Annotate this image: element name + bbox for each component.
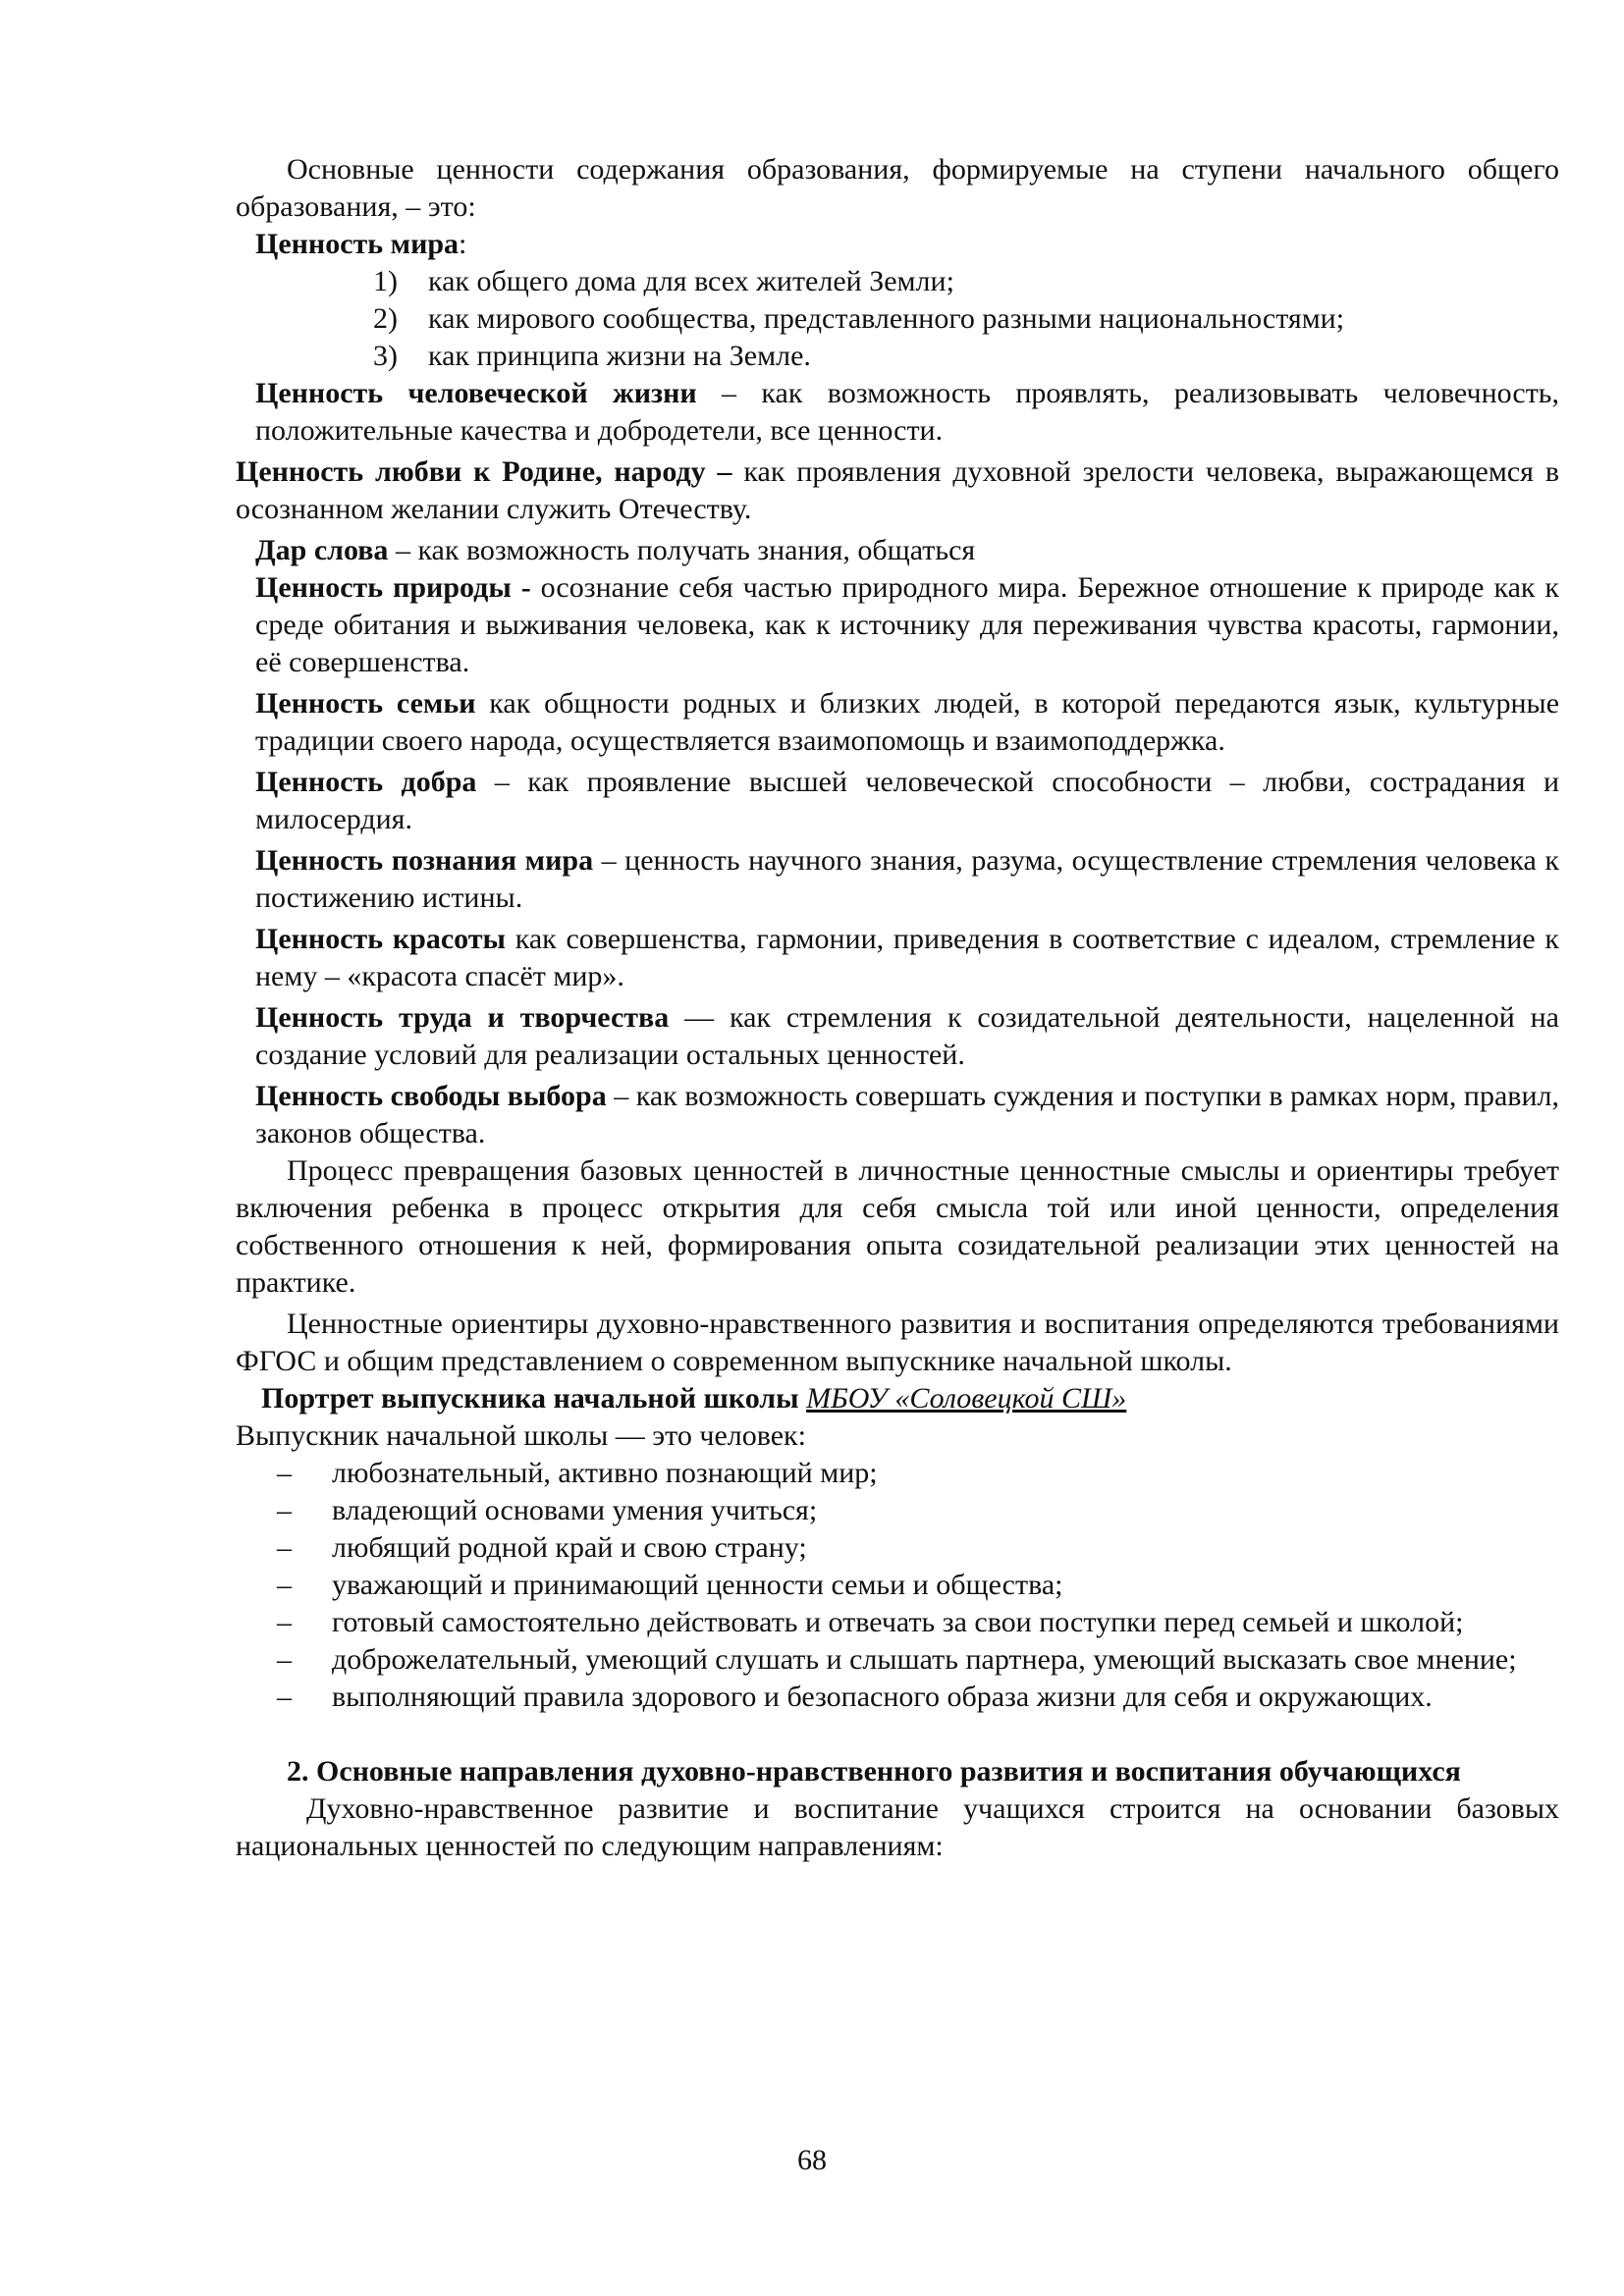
list-item: – уважающий и принимающий ценности семьи и общества; (277, 1569, 1063, 1601)
list-item: – любознательный, активно познающий мир; (277, 1457, 878, 1489)
list-item: – готовый самостоятельно действовать и отвечать за свои поступки перед семьей и школой; (277, 1606, 1464, 1638)
process-paragraph: Процесс превращения базовых ценностей в личностные ценностные смыслы и ориентиры требует включения ребенка в процесс открытия для себя смысла той или иной ценности, определения собственного отношения к ней, формирования опыта созидательной реализации этих ценностей на практике. (236, 1154, 1559, 1299)
value-beauty (255, 921, 1559, 995)
value-title: Ценность природы - (255, 571, 531, 604)
orientation-paragraph: Ценностные ориентиры духовно-нравственного развития и воспитания определяются требованиями ФГОС и общим представлением о современном выпускнике начальной школы. (236, 1308, 1559, 1377)
value-human-life (255, 375, 1559, 450)
value-title: Ценность человеческой жизни (255, 377, 697, 409)
value-title: Ценность труда и творчества (255, 1001, 670, 1034)
value-text: – как возможность проявлять, реализовывать человечность, положительные качества и добродетели, все ценности. (255, 377, 1559, 447)
portrait-intro: Выпускник начальной школы — это человек: (236, 1419, 806, 1452)
value-title: Дар слова (255, 534, 389, 566)
portrait-heading (261, 1380, 1559, 1417)
value-title: Ценность красоты (255, 923, 506, 955)
value-title: Ценность семьи (255, 687, 476, 720)
list-item: – доброжелательный, умеющий слушать и слышать партнера, умеющий высказать свое мнение; (277, 1643, 1517, 1676)
value-text: – ценность научного знания, разума, осуществление стремления человека к постижению истины. (255, 844, 1559, 914)
graduate-qualities-list (236, 1455, 1559, 1716)
value-text: как совершенства, гармонии, приведения в соответствие с идеалом, стремление к нему – «красота спасёт мир». (255, 923, 1560, 992)
value-title: Ценность мира (255, 228, 460, 260)
value-text: осознание себя частью природного мира. Бережное отношение к природе как к среде обитания и выживания человека, как к источнику для переживания чувства красоты, гармонии, её совершенства. (255, 571, 1559, 678)
value-text: – как возможность совершать суждения и поступки в рамках норм, правил, законов общества. (255, 1080, 1559, 1149)
value-text: – как возможность получать знания, общаться (388, 534, 976, 566)
section-2-title: 2. Основные направления духовно-нравственного развития и воспитания обучающихся (287, 1755, 1461, 1788)
page-content (236, 151, 1559, 1865)
value-love-of-motherland (236, 454, 1559, 528)
value-title: Ценность познания мира (255, 844, 594, 877)
intro-paragraph: Основные ценности содержания образования, формируемые на ступени начального общего образования, – это: (236, 153, 1559, 223)
list-item: 1) как общего дома для всех жителей Земли; (373, 265, 954, 297)
list-item: 2) как мирового сообщества, представленного разными национальностями; (373, 302, 1345, 335)
portrait-title: Портрет выпускника начальной школы (261, 1382, 799, 1415)
value-title: Ценность свободы выбора (255, 1080, 607, 1112)
value-knowledge (255, 842, 1559, 917)
value-labor-creativity (255, 999, 1559, 1074)
list-item: – владеющий основами умения учиться; (277, 1494, 818, 1526)
section-2-paragraph: Духовно-нравственное развитие и воспитание учащихся строится на основании базовых национальных ценностей по следующим направлениям: (236, 1792, 1559, 1862)
value-gift-of-word (255, 532, 1559, 569)
value-freedom-of-choice (255, 1078, 1559, 1152)
value-title: Ценность любви к Родине, народу – (236, 455, 732, 488)
value-text: как проявления духовной зрелости человека, выражающемся в осознанном желании служить Отечеству. (236, 455, 1559, 525)
page-number: 68 (797, 2144, 827, 2176)
value-text: как общности родных и близких людей, в которой передаются язык, культурные традиции своего народа, осуществляется взаимопомощь и взаимоподдержка. (255, 687, 1560, 757)
list-item: 3) как принципа жизни на Земле. (373, 340, 811, 372)
value-goodness (255, 764, 1559, 838)
school-name: МБОУ «Соловецкой СШ» (806, 1382, 1127, 1415)
value-family (255, 685, 1559, 760)
value-nature (255, 569, 1559, 681)
list-item: – любящий родной край и свою страну; (277, 1531, 807, 1564)
list-item: – выполняющий правила здорового и безопасного образа жизни для себя и окружающих. (277, 1681, 1433, 1713)
value-text: — как стремления к созидательной деятельности, нацеленной на создание условий для реализации остальных ценностей. (255, 1001, 1559, 1071)
value-text: – как проявление высшей человеческой способности – любви, сострадания и милосердия. (255, 766, 1559, 835)
value-world-heading: Ценность мира: (255, 228, 467, 260)
value-title: Ценность добра (255, 766, 477, 798)
world-list (236, 263, 1559, 375)
